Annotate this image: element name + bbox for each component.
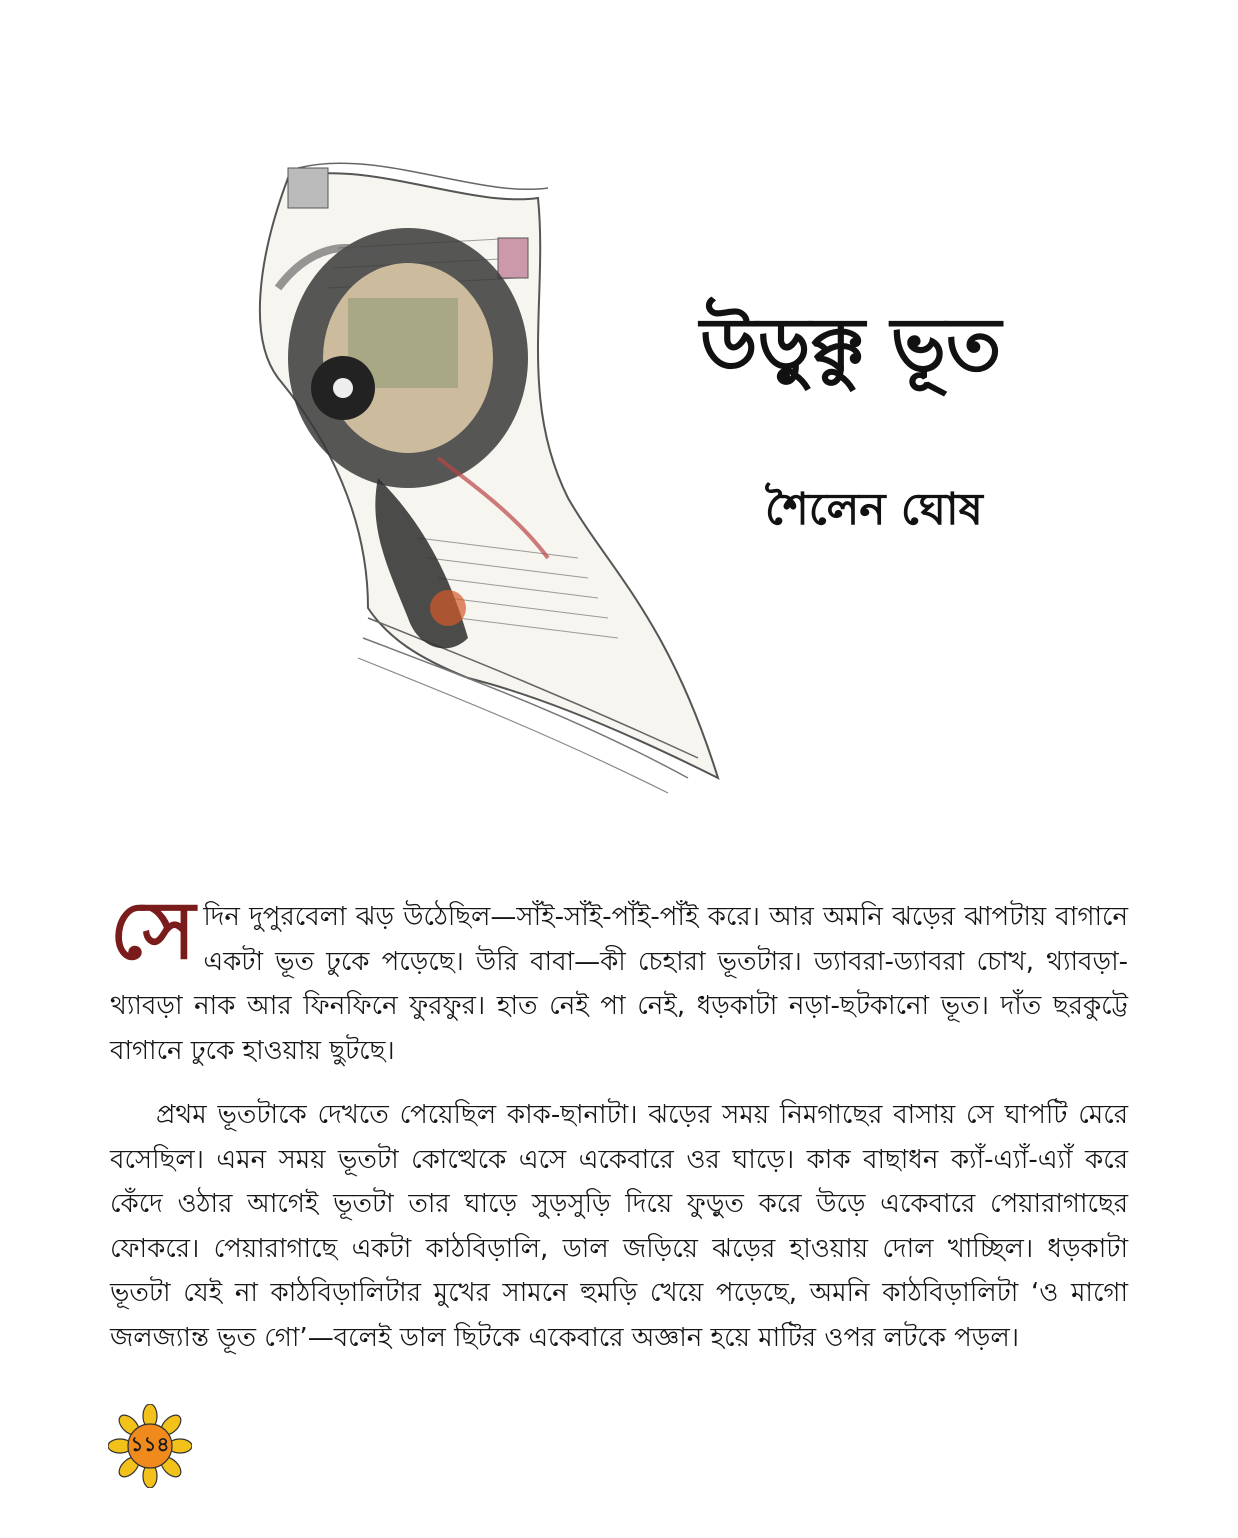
story-author: শৈলেন ঘোষ <box>765 484 983 535</box>
paragraph-2: প্রথম ভূতটাকে দেখতে পেয়েছিল কাক-ছানাটা। ঝড়ের সময় নিমগাছের বাসায় সে ঘাপটি মেরে বসেছিল। এমন সময় ভূতটা কোত্থেকে এসে একেবারে ওর ঘাড়ে। কাক বাছাধন ক্যাঁ-এ্যাঁ-এ্যাঁ করে কেঁদে ওঠার আগেই ভূতটা তার ঘাড়ে সুড়সুড়ি দিয়ে ফুড়ুত করে উড়ে একেবারে পেয়ারাগাছের ফোকরে। পেয়ারাগাছে একটা কাঠবিড়ালি, ডাল জড়িয়ে ঝড়ের হাওয়ায় দোল খাচ্ছিল। ধড়কাটা ভূতটা যেই না কাঠবিড়ালিটার মুখের সামনে হুমড়ি খেয়ে পড়েছে, অমনি কাঠবিড়ালিটা ‘ও মাগো জলজ্যান্ত ভূত গো’—বলেই ডাল ছিটকে একেবারে অজ্ঞান হয়ে মাটির ওপর লটকে পড়ল। <box>110 1100 1128 1353</box>
story-body <box>110 884 1128 1380</box>
dropcap: সে <box>110 884 196 977</box>
newspaper-ghost-illustration <box>218 138 738 798</box>
paragraph-1 <box>110 884 1128 1073</box>
paragraph-1-text: দিন দুপুরবেলা ঝড় উঠেছিল—সাঁই-সাঁই-পাঁই-পাঁই করে। আর অমনি ঝড়ের ঝাপটায় বাগানে একটা ভূত ঢুকে পড়েছে। উরি বাবা—কী চেহারা ভূতটার। ড্যাবরা-ড্যাবরা চোখ, থ্যাবড়া-থ্যাবড়া নাক আর ফিনফিনে ফুরফুর। হাত নেই পা নেই, ধড়কাটা নড়া-ছটকানো ভূত। দাঁত ছরকুট্টে বাগানে ঢুকে হাওয়ায় ছুটছে। <box>110 902 1128 1066</box>
story-title: উড়ুক্কু ভূত <box>700 302 1002 388</box>
page-number-badge <box>108 1404 192 1488</box>
page-number: ১১৪ <box>130 1431 170 1456</box>
